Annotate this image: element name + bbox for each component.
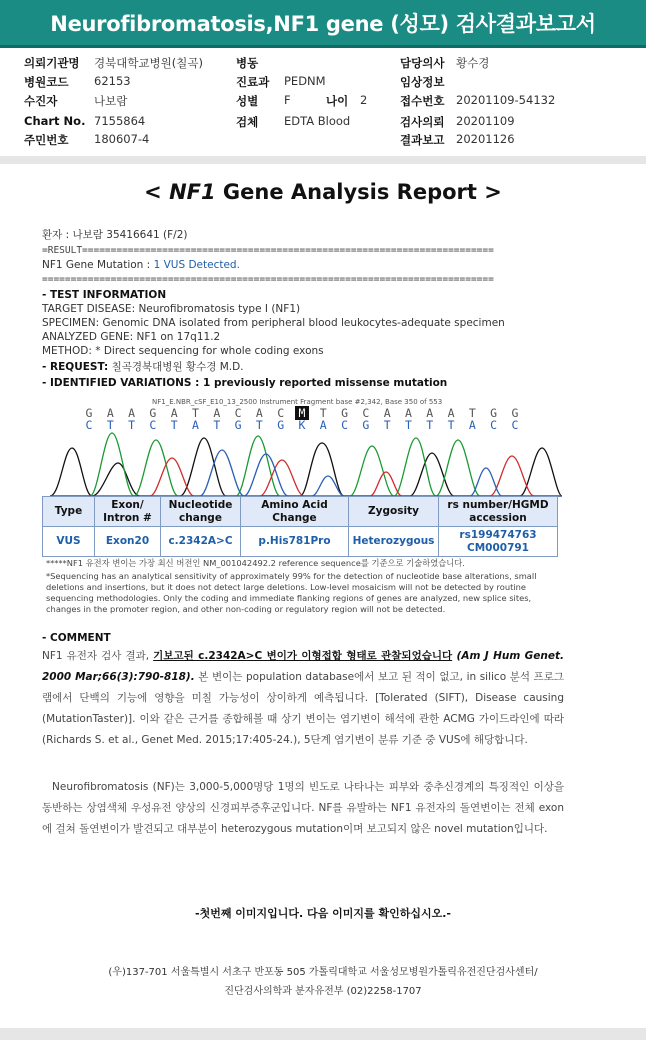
sequence-base: A (128, 406, 136, 420)
chromatogram-trace-black (50, 438, 562, 496)
sequence-base: T (255, 418, 263, 432)
sequence-base: A (170, 406, 178, 420)
dept-label: 진료과 (236, 75, 270, 89)
info-row-4 (24, 114, 624, 130)
request-line: - REQUEST: 칠곡경북대병원 황수경 M.D. (42, 361, 244, 373)
sequence-base: A (404, 406, 412, 420)
reference-note: *****NF1 유전자 변이는 가장 최신 버전인 NM_001042492.2 reference sequence를 기준으로 기술하였습니다. (46, 558, 465, 568)
rrn-label: 주민번호 (24, 133, 69, 147)
receipt-value: 20201109-54132 (456, 93, 556, 107)
test-info-heading: - TEST INFORMATION (42, 289, 167, 301)
method-line: METHOD: * Direct sequencing for whole coding exons (42, 345, 324, 357)
sequence-base: G (234, 418, 242, 432)
sequence-base: C (85, 418, 93, 432)
sequence-base: T (106, 418, 114, 432)
variant-table (42, 496, 558, 557)
variations-heading: - IDENTIFIED VARIATIONS : 1 previously reported missense mutation (42, 377, 448, 389)
info-row-3 (24, 93, 624, 109)
age-label: 나이 (326, 94, 349, 108)
sequence-base: A (106, 406, 114, 420)
sequence-base: G (149, 406, 157, 420)
sequence-base: G (511, 406, 519, 420)
clinical-label: 임상정보 (400, 75, 445, 89)
cell-type: VUS (43, 527, 95, 557)
table-row (43, 527, 558, 557)
report-date-value: 20201126 (456, 132, 515, 146)
sequencing-note: *Sequencing has an analytical sensitivity of approximately 99% for the detection of nucleotide base alterations, small deletions and insertions, but it does not detect large deletions. Low-level mosaicism will not be detected by routine sequencing methodologies. Only the coding and immediate flanking regions of genes are analyzed, new splice sites, changes in the promoter region, and other non-coding or regulatory region will not be detected. (46, 571, 537, 614)
comment-paragraph-2: Neurofibromatosis (NF)는 3,000-5,000명당 1명의 빈도로 나타나는 피부와 중추신경계의 특징적인 이상을 동반하는 상염색체 우성유전 양상의 신경피부증후군입니다. NF를 유발하는 NF1 유전자의 돌연변이는 전체 exon에 걸쳐 돌연변이가 발견되고 대부분이 heterozygous mutation이며 보고되지 않은 novel mutation입니다. (42, 781, 564, 835)
sequence-base: C (149, 418, 157, 432)
bottom-band (0, 1028, 646, 1040)
hospital-code-value: 62153 (94, 74, 131, 88)
chromatogram-trace-blue (50, 450, 562, 496)
sequence-base: K (298, 418, 306, 432)
sequence-caption: NF1_E.NBR_cSF_E10_13_2500 Instrument Fragment base #2,342, Base 350 of 553 (152, 398, 443, 406)
specimen-value: EDTA Blood (284, 114, 351, 128)
info-row-5 (24, 132, 624, 148)
institution-value: 경북대학교병원(칠곡) (94, 56, 203, 70)
cell-amino-acid: p.His781Pro (241, 527, 349, 557)
sequence-base: C (277, 406, 285, 420)
address-line-1: (우)137-701 서울특별시 서초구 반포동 505 가톨릭대학교 서울성모병원가톨릭유전진단검사센터/ (108, 967, 538, 978)
specimen-label: 검체 (236, 115, 259, 129)
age-value: 2 (360, 93, 368, 107)
sequence-base: T (447, 418, 455, 432)
analysis-report-title: < NF1 Gene Analysis Report > (144, 180, 502, 204)
result-separator: =RESULT======================================================================== (42, 245, 494, 256)
col-exon: Exon/ Intron # (95, 497, 161, 527)
sequence-base: T (383, 418, 391, 432)
sequence-base: G (490, 406, 498, 420)
address-line-2: 진단검사의학과 분자유전부 (02)2258-1707 (224, 986, 422, 997)
sequence-base: C (511, 418, 519, 432)
sequence-base: T (128, 418, 136, 432)
next-image-notice: -첫번째 이미지입니다. 다음 이미지를 확인하십시오.- (195, 907, 451, 920)
hospital-code-label: 병원코드 (24, 75, 69, 89)
sequence-base: C (490, 418, 498, 432)
cell-zygosity: Heterozygous (349, 527, 439, 557)
specimen-line: SPECIMEN: Genomic DNA isolated from peripheral blood leukocytes-adequate specimen (42, 317, 505, 329)
rrn-value: 180607-4 (94, 132, 150, 146)
request-value: 칠곡경북대병원 황수경 M.D. (111, 361, 244, 373)
sequence-base: C (362, 406, 370, 420)
sequence-base: C (341, 418, 349, 432)
sequence-base: T (170, 418, 178, 432)
sequence-base: T (213, 418, 221, 432)
sequence-base: A (255, 406, 263, 420)
target-disease: TARGET DISEASE: Neurofibromatosis type I (NF1) (42, 303, 301, 315)
sequence-base: T (468, 406, 476, 420)
sequence-base: G (85, 406, 93, 420)
sequence-base: A (426, 406, 434, 420)
sex-value: F (284, 93, 291, 107)
patient-label: 수진자 (24, 94, 58, 108)
cell-nucleotide: c.2342A>C (161, 527, 241, 557)
receipt-label: 접수번호 (400, 94, 445, 108)
mutation-value: 1 VUS Detected. (153, 259, 240, 271)
info-row-1 (24, 55, 624, 71)
sequence-base: C (234, 406, 242, 420)
sequence-base: A (213, 406, 221, 420)
sequence-base: G (362, 418, 370, 432)
chromatogram (50, 428, 562, 498)
institution-label: 의뢰기관명 (24, 56, 80, 70)
sequence-base: T (426, 418, 434, 432)
result-separator-bottom: =============================================================================== (42, 274, 494, 285)
sequence-base: G (341, 406, 349, 420)
comment-heading: - COMMENT (42, 632, 111, 644)
chart-value: 7155864 (94, 114, 146, 128)
report-title-bar (0, 0, 646, 48)
col-zygosity: Zygosity (349, 497, 439, 527)
ward-label: 병동 (236, 56, 259, 70)
sequence-base: T (319, 406, 327, 420)
analyzed-gene: ANALYZED GENE: NF1 on 17q11.2 (42, 331, 221, 343)
sequence-base: A (468, 418, 476, 432)
sequence-base: M (295, 406, 309, 420)
section-divider (0, 156, 646, 164)
report-date-label: 결과보고 (400, 133, 445, 147)
cell-rs-number: rs199474763 CM000791 (439, 527, 558, 557)
sequence-base: A (383, 406, 391, 420)
mutation-line: NF1 Gene Mutation : 1 VUS Detected. (42, 259, 240, 271)
report-header-title: Neurofibromatosis,NF1 gene (성모) 검사결과보고서 (50, 11, 596, 36)
info-row-2 (24, 74, 624, 90)
col-amino-acid: Amino Acid Change (241, 497, 349, 527)
sequence-base: T (404, 418, 412, 432)
request-date-value: 20201109 (456, 114, 515, 128)
sequence-base: A (447, 406, 455, 420)
col-nucleotide: Nucleotide change (161, 497, 241, 527)
sequence-base: G (277, 418, 285, 432)
request-date-label: 검사의뢰 (400, 115, 445, 129)
sex-label: 성별 (236, 94, 259, 108)
comment-paragraph-1: NF1 유전자 검사 결과, 기보고된 c.2342A>C 변이가 이형접합 형태로 관찰되었습니다 (Am J Hum Genet. 2000 Mar;66(3):790-818). 본 변이는 population database에서 보고 된 적이 없고, in silico 분석 프로그램에서 단백의 기능에 영향을 미칠 가능성이 상이하게 예측됩니다. [Tolerated (SIFT), Disease causing (MutationTaster)]. 이와 같은 근거를 종합해볼 때 상기 변이는 염기변이 해석에 관한 ACMG 가이드라인에 따라 (Richards S. et al., Genet Med. 2015;17:405-24.), 5단계 염기변이 분류 기준 중 VUS에 해당합니다. (42, 650, 564, 746)
col-rs-number: rs number/HGMD accession (439, 497, 558, 527)
comment-key-finding: 기보고된 c.2342A>C 변이가 이형접합 형태로 관찰되었습니다 (153, 650, 453, 662)
dept-value: PEDNM (284, 74, 326, 88)
variant-table-header (43, 497, 558, 527)
sequence-base: A (192, 418, 199, 432)
comment-citation: (Am J Hum Genet. 2000 Mar;66(3):790-818). (42, 650, 564, 683)
doctor-value: 황수경 (456, 56, 490, 70)
patient-value: 나보람 (94, 94, 128, 108)
cell-exon: Exon20 (95, 527, 161, 557)
sequence-base: T (192, 406, 199, 420)
patient-line: 환자 : 나보람 35416641 (F/2) (42, 229, 188, 241)
report-title-gene: NF1 (169, 180, 216, 204)
col-type: Type (43, 497, 95, 527)
doctor-label: 담당의사 (400, 56, 445, 70)
sequence-base: A (319, 418, 327, 432)
chart-label: Chart No. (24, 114, 86, 128)
